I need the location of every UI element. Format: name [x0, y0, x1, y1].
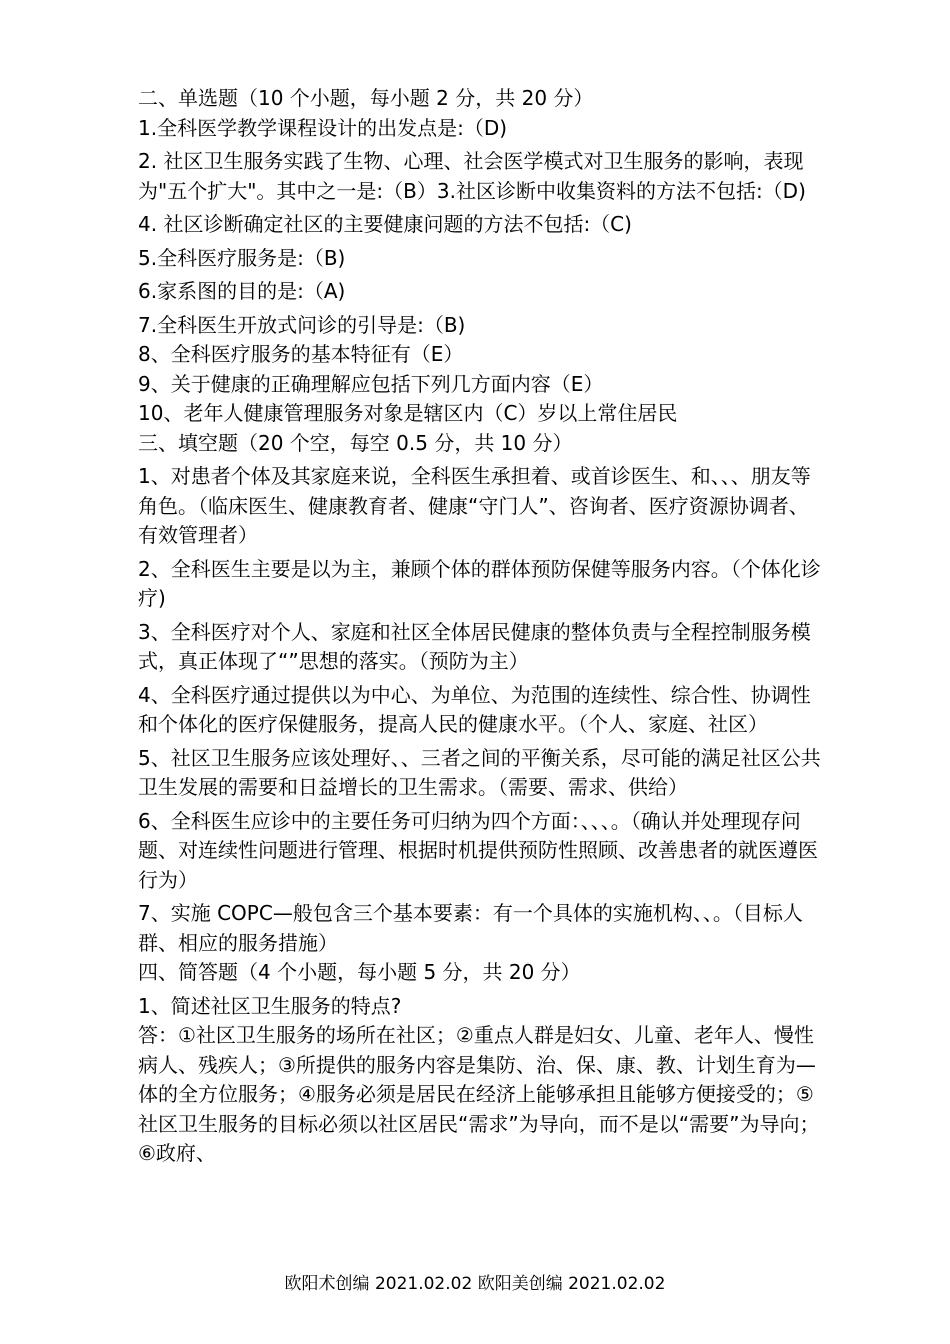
question-10: 10、老年人健康管理服务对象是辖区内（C）岁以上常住居民 [138, 401, 678, 425]
section-heading-fill-blank: 三、填空题（20 个空，每空 0.5 分，共 10 分） [138, 430, 573, 455]
question-4: 4. 社区诊断确定社区的主要健康问题的方法不包括:（C) [138, 212, 632, 236]
fill-blank-1: 1、对患者个体及其家庭来说，全科医生承担着、或首诊医生、和、、、朋友等角色。（临床医生、健康教育者、健康“守门人”、咨询者、医疗资源协调者、有效管理者） [138, 464, 811, 547]
question-2: 2. 社区卫生服务实践了生物、心理、社会医学模式对卫生服务的影响，表现为"五个扩大"。其中之一是:（B）3.社区诊断中收集资料的方法不包括:（D) [138, 149, 806, 203]
question-6: 6.家系图的目的是:（A) [138, 279, 346, 303]
fill-blank-7: 7、实施 COPC—般包含三个基本要素：有一个具体的实施机构、、。（目标人群、相应的服务措施） [138, 901, 803, 955]
section-heading-short-answer: 四、简答题（4 个小题，每小题 5 分，共 20 分） [138, 960, 581, 984]
short-answer-response-1: 答：①社区卫生服务的场所在社区；②重点人群是妇女、儿童、老年人、慢性病人、残疾人；③所提供的服务内容是集防、治、保、康、教、计划生育为—体的全方位服务；④服务必须是居民在经济上能够承担且能够方便接受的；⑤社区卫生服务的目标必须以社区居民“需求”为导向，而不是以“需要”为导向；⑥政府、 [138, 1023, 820, 1165]
document-body [138, 84, 828, 1169]
fill-blank-3: 3、全科医疗对个人、家庭和社区全体居民健康的整体负责与全程控制服务模式，真正体现了“”思想的落实。（预防为主） [138, 619, 811, 673]
question-7: 7.全科医生开放式问诊的引导是:（B) [138, 312, 466, 337]
question-8: 8、全科医疗服务的基本特征有（E） [138, 342, 464, 366]
fill-blank-6: 6、全科医生应诊中的主要任务可归纳为四个方面：、、、。（确认并处理现存问题、对连续性问题进行管理、根据时机提供预防性照顾、改善患者的就医遵医行为） [138, 808, 818, 892]
short-answer-question-1: 1、简述社区卫生服务的特点? [138, 993, 402, 1018]
page-footer: 欧阳术创编 2021.02.02 欧阳美创编 2021.02.02 [284, 1274, 666, 1294]
question-1: 1.全科医学教学课程设计的出发点是:（D) [138, 115, 508, 140]
fill-blank-2: 2、全科医生主要是以为主，兼顾个体的群体预防保健等服务内容。（个体化诊疗) [138, 556, 821, 610]
fill-blank-4: 4、全科医疗通过提供以为中心、为单位、为范围的连续性、综合性、协调性和个体化的医疗保健服务，提高人民的健康水平。（个人、家庭、社区） [138, 682, 811, 736]
fill-blank-5: 5、社区卫生服务应该处理好、、三者之间的平衡关系，尽可能的满足社区公共卫生发展的需要和日益增长的卫生需求。（需要、需求、供给） [138, 745, 821, 799]
section-heading-single-choice: 二、单选题（10 个小题，每小题 2 分，共 20 分） [138, 86, 594, 110]
question-5: 5.全科医疗服务是:（B) [138, 245, 346, 270]
question-9: 9、关于健康的正确理解应包括下列几方面内容（E） [138, 371, 604, 396]
